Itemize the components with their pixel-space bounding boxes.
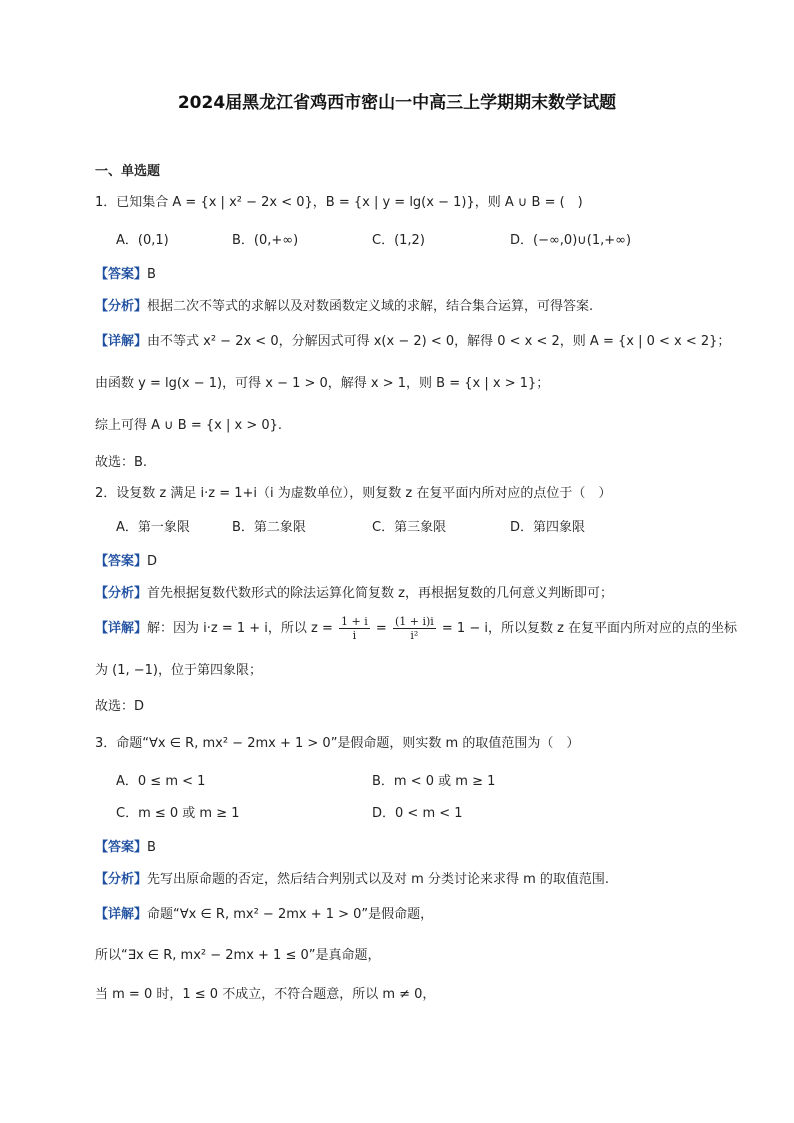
q2-detail-c: 为 (1, −1)，位于第四象限； (95, 663, 262, 678)
answer-label: 【答案】 (95, 840, 148, 855)
equals-sign: = (371, 621, 391, 636)
q2-answer: D (147, 554, 158, 569)
fraction-denominator: i (352, 629, 357, 642)
q1-stem: 1．已知集合 A = {x | x² − 2x < 0}，B = {x | y = lg(x − 1)}，则 A ∪ B = ( ) (95, 195, 583, 210)
fraction-denominator: i² (410, 629, 419, 642)
fraction-numerator: 1 + i (341, 615, 368, 628)
q3-option-c: C．m ≤ 0 或 m ≥ 1 (116, 806, 240, 821)
q2-detail-row (95, 614, 737, 644)
analysis-label: 【分析】 (95, 872, 148, 887)
fraction (393, 615, 436, 642)
q2-answer-row (95, 553, 157, 571)
q2-option-b: B．第二象限 (232, 520, 306, 535)
q1-detail-1: 由不等式 x² − 2x < 0，分解因式可得 x(x − 2) < 0，解得 0 < x < 2，则 A = {x | 0 < x < 2}； (147, 334, 731, 349)
q3-analysis: 先写出原命题的否定，然后结合判别式以及对 m 分类讨论来求得 m 的取值范围. (147, 872, 610, 887)
q2-option-a: A．第一象限 (116, 520, 190, 535)
detail-label: 【详解】 (95, 334, 148, 349)
q1-analysis-row (95, 298, 593, 316)
q2-option-c: C．第三象限 (372, 520, 447, 535)
page-title: 2024届黑龙江省鸡西市密山一中高三上学期期末数学试题 (177, 93, 617, 113)
q1-detail-3: 综上可得 A ∪ B = {x | x > 0}. (95, 418, 283, 433)
q1-option-c: C．(1,2) (372, 233, 425, 248)
q1-detail-row (95, 333, 730, 351)
analysis-label: 【分析】 (95, 299, 148, 314)
q2-analysis: 首先根据复数代数形式的除法运算化简复数 z，再根据复数的几何意义判断即可； (147, 586, 613, 601)
detail-label: 【详解】 (95, 907, 148, 922)
q3-option-d: D．0 < m < 1 (372, 806, 463, 821)
q1-answer: B (147, 267, 156, 282)
q1-option-b: B．(0,+∞) (232, 233, 299, 248)
q1-detail-2: 由函数 y = lg(x − 1)，可得 x − 1 > 0，解得 x > 1，则 B = {x | x > 1}； (95, 376, 550, 391)
q3-option-b: B．m < 0 或 m ≥ 1 (372, 774, 496, 789)
q1-option-a: A．(0,1) (116, 233, 169, 248)
q2-choose: 故选：D (95, 699, 145, 714)
q3-answer: B (147, 840, 156, 855)
q1-choose: 故选：B. (95, 455, 148, 470)
section-heading: 一、单选题 (95, 164, 161, 179)
q3-line-3: 当 m = 0 时，1 ≤ 0 不成立，不符合题意，所以 m ≠ 0， (95, 987, 436, 1002)
q2-detail-b: = 1 − i，所以复数 z 在复平面内所对应的点的坐标 (437, 621, 738, 636)
q3-line-2: 所以“∃x ∈ R, mx² − 2mx + 1 ≤ 0”是真命题， (95, 948, 381, 963)
detail-label: 【详解】 (95, 621, 148, 636)
q2-stem: 2．设复数 z 满足 i·z = 1+i（i 为虚数单位），则复数 z 在复平面内所对应的点位于（ ） (95, 486, 612, 501)
q2-option-d: D．第四象限 (510, 520, 586, 535)
fraction-numerator: (1 + i)i (394, 615, 434, 628)
fraction (339, 615, 370, 642)
q3-analysis-row (95, 871, 609, 889)
q3-stem: 3．命题“∀x ∈ R, mx² − 2mx + 1 > 0”是假命题，则实数 m 的取值范围为（ ） (95, 736, 580, 751)
q3-detail-row (95, 906, 433, 924)
q2-analysis-row (95, 585, 613, 603)
answer-label: 【答案】 (95, 554, 148, 569)
q1-option-d: D．(−∞,0)∪(1,+∞) (510, 233, 632, 248)
q3-option-a: A．0 ≤ m < 1 (116, 774, 206, 789)
q1-analysis: 根据二次不等式的求解以及对数函数定义域的求解，结合集合运算，可得答案. (147, 299, 594, 314)
q3-detail-1: 命题“∀x ∈ R, mx² − 2mx + 1 > 0”是假命题， (147, 907, 434, 922)
answer-label: 【答案】 (95, 267, 148, 282)
q2-detail-a: 解：因为 i·z = 1 + i，所以 z = (147, 621, 338, 636)
q3-answer-row (95, 839, 156, 857)
q1-answer-row (95, 266, 156, 284)
analysis-label: 【分析】 (95, 586, 148, 601)
